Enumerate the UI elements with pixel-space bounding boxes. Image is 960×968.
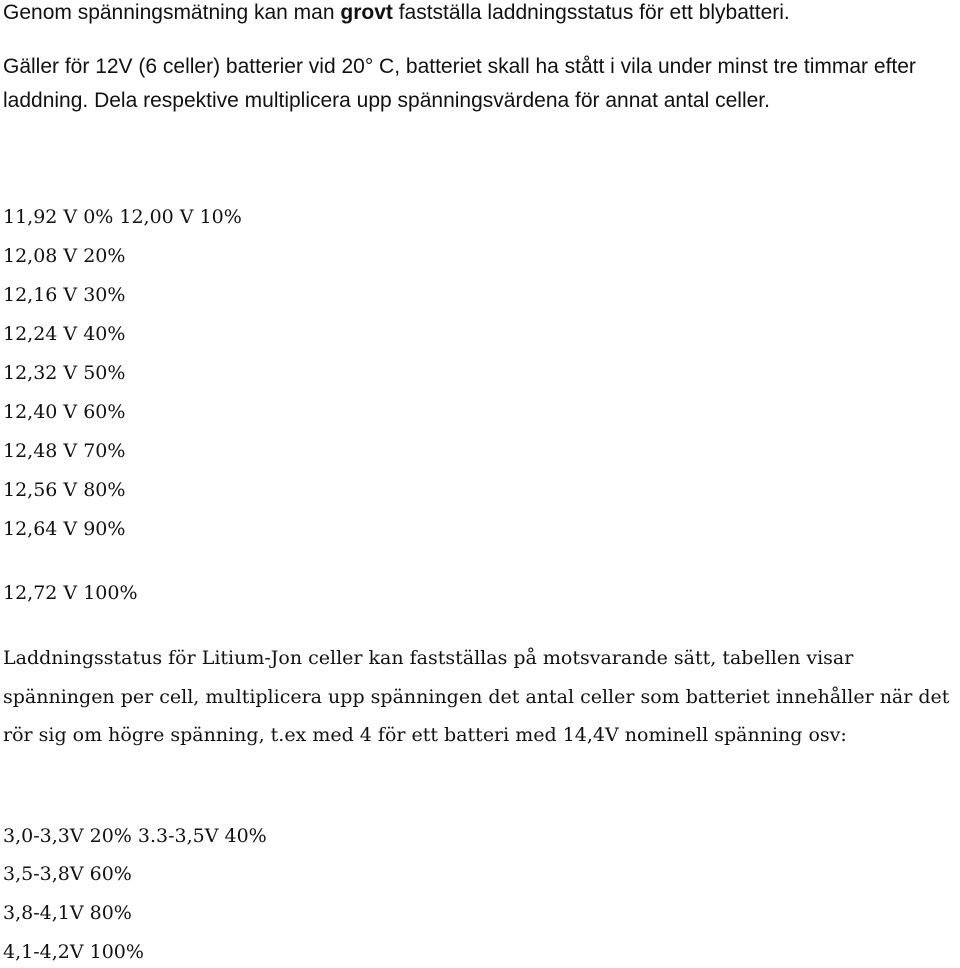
intro-section [3,0,956,118]
table-row: 4,1-4,2V 100% [3,941,144,963]
table-row: 12,32 V 50% [3,362,126,384]
intro-text-end: fastställa laddningsstatus för ett blybatteri. [392,1,790,24]
table-row: 12,64 V 90% [3,518,126,540]
table-row: 3,0-3,3V 20% 3.3-3,5V 40% [3,825,267,847]
paragraph-spacer [3,30,956,50]
table-row: 11,92 V 0% 12,00 V 10% [3,206,242,228]
lithium-ion-paragraph: Laddningsstatus för Litium-Jon celler kan fastställas på motsvarande sätt, tabellen visar spänningen per cell, multiplicera upp spänningen det antal celler som batteriet innehåller när det rör sig om högre spänning, t.ex med 4 för ett batteri med 14,4V nominell spänning osv: [3,647,950,746]
intro-line [3,0,956,30]
table-row: 12,56 V 80% [3,479,126,501]
table-row: 12,72 V 100% [3,582,138,604]
table-row: 3,8-4,1V 80% [3,902,132,924]
table-row: 3,5-3,8V 60% [3,863,132,885]
table-row: 12,40 V 60% [3,401,126,423]
table-row: 12,24 V 40% [3,323,126,345]
conditions-paragraph: Gäller för 12V (6 celler) batterier vid 20° C, batteriet skall ha stått i vila under minst tre timmar efter laddning. Dela respektive multiplicera upp spänningsvärdena för annat antal celler. [3,55,916,112]
table-row: 12,08 V 20% [3,245,126,267]
intro-bold-word: grovt [340,1,393,24]
table-row: 12,48 V 70% [3,440,126,462]
table-row: 12,16 V 30% [3,284,126,306]
intro-text-start: Genom spänningsmätning kan man [3,1,341,24]
